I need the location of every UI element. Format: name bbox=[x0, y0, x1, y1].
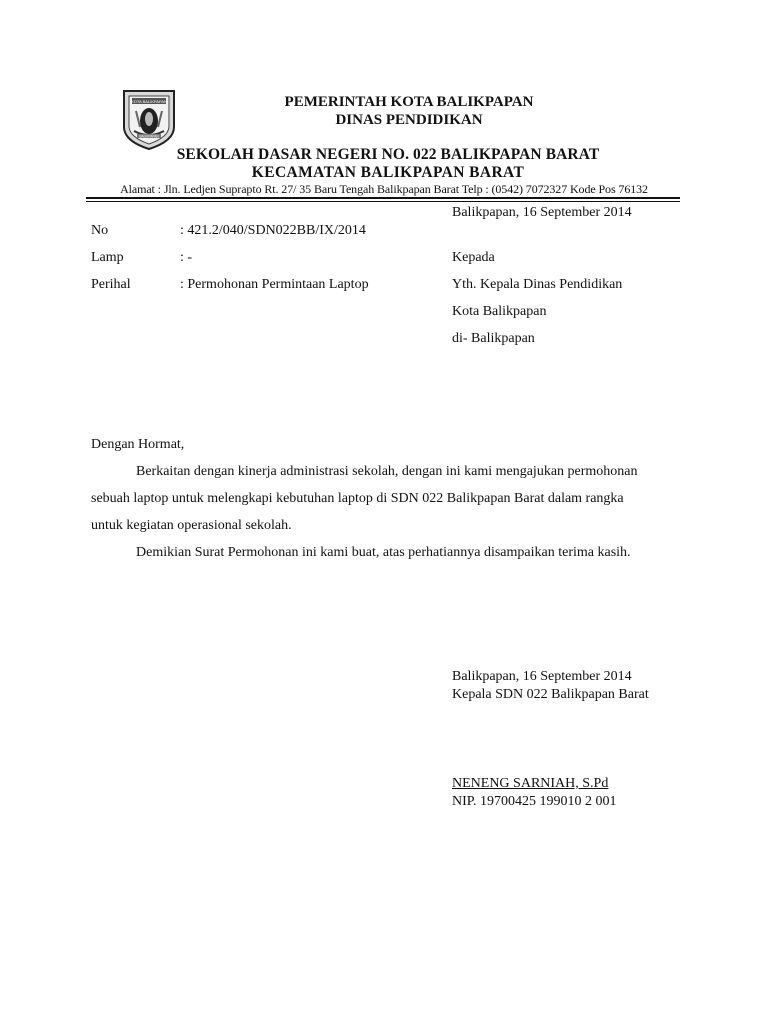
logo-text-bottom: BALIKPAPAN bbox=[139, 134, 159, 139]
salutation: Dengan Hormat, bbox=[91, 437, 185, 452]
body-paragraph-1-line-2: sebuah laptop untuk melengkapi kebutuhan laptop di SDN 022 Balikpapan Barat dalam rangka bbox=[91, 491, 624, 506]
recipient-line-2: Kota Balikpapan bbox=[452, 304, 547, 319]
subject-label: Perihal bbox=[91, 277, 131, 292]
letterhead-department: DINAS PENDIDIKAN bbox=[335, 112, 483, 128]
signature-name: NENENG SARNIAH, S.Pd bbox=[452, 776, 609, 791]
number-value: : 421.2/040/SDN022BB/IX/2014 bbox=[180, 223, 366, 238]
attachment-value: : - bbox=[180, 250, 193, 265]
recipient-line-1: Yth. Kepala Dinas Pendidikan bbox=[452, 277, 623, 292]
recipient-kepada: Kepada bbox=[452, 250, 495, 265]
letterhead-address: Alamat : Jln. Ledjen Suprapto Rt. 27/ 35 Baru Tengah Balikpapan Barat Telp : (0542) 7072327 Kode Pos 76132 bbox=[120, 182, 648, 196]
signature-nip: NIP. 19700425 199010 2 001 bbox=[452, 794, 617, 809]
recipient-line-3: di- Balikpapan bbox=[452, 331, 535, 346]
body-paragraph-2: Demikian Surat Permohonan ini kami buat, atas perhatiannya disampaikan terima kasih. bbox=[136, 545, 631, 560]
number-label: No bbox=[91, 223, 109, 238]
attachment-label: Lamp bbox=[91, 250, 124, 265]
letterhead-school-name: SEKOLAH DASAR NEGERI NO. 022 BALIKPAPAN BARAT bbox=[176, 146, 600, 163]
signature-title: Kepala SDN 022 Balikpapan Barat bbox=[452, 687, 649, 702]
letter-date: Balikpapan, 16 September 2014 bbox=[452, 205, 632, 220]
letterhead-government: PEMERINTAH KOTA BALIKPAPAN bbox=[284, 94, 534, 110]
letterhead-district: KECAMATAN BALIKPAPAN BARAT bbox=[251, 164, 525, 181]
body-paragraph-1-line-3: untuk kegiatan operasional sekolah. bbox=[91, 518, 292, 533]
logo-text-top: KOTA BALIKPAPAN bbox=[131, 99, 167, 104]
letterhead-divider-thick bbox=[86, 197, 680, 199]
body-paragraph-1-line-1: Berkaitan dengan kinerja administrasi sekolah, dengan ini kami mengajukan permohonan bbox=[136, 464, 638, 479]
subject-value: : Permohonan Permintaan Laptop bbox=[180, 277, 369, 292]
signature-date: Balikpapan, 16 September 2014 bbox=[452, 669, 632, 684]
letterhead-divider-thin bbox=[86, 201, 680, 202]
